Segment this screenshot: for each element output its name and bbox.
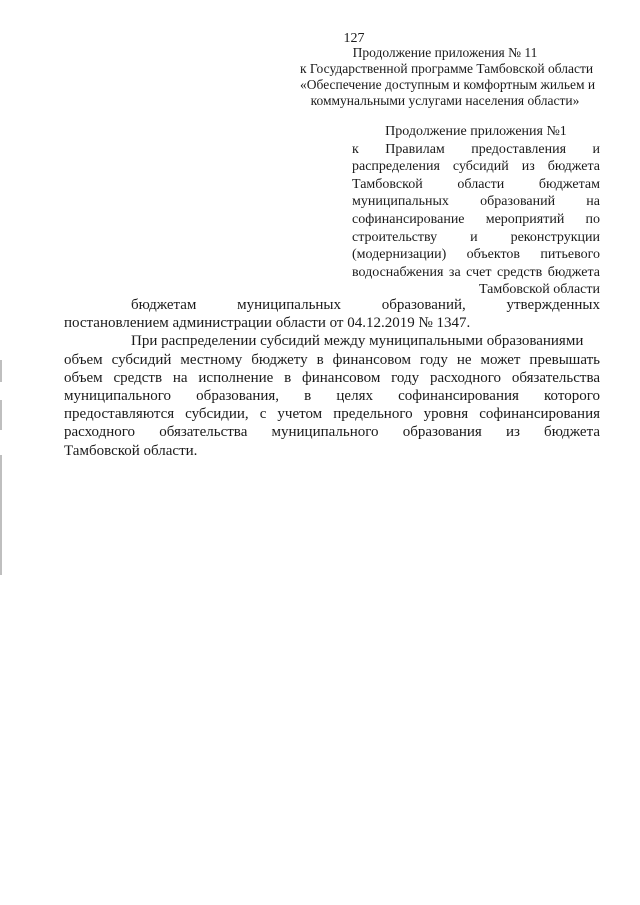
text-line: Тамбовской области. bbox=[64, 442, 198, 459]
annex-line: к Правилам предоставления и bbox=[352, 141, 600, 157]
page-number: 127 bbox=[343, 31, 365, 46]
header-line: коммунальными услугами населения области» bbox=[310, 93, 580, 108]
text-line: объем субсидий местному бюджету в финансовом году не может превышать bbox=[64, 351, 600, 368]
document-body bbox=[64, 296, 600, 460]
header-line: «Обеспечение доступным и комфортным жильем и bbox=[300, 77, 596, 92]
text-line: постановлением администрации области от 04.12.2019 № 1347. bbox=[64, 315, 471, 332]
text-line: муниципального образования, в целях софинансирования которого bbox=[64, 388, 600, 405]
rules-annex-header bbox=[352, 123, 600, 299]
annex-line: распределения субсидий из бюджета bbox=[352, 159, 600, 175]
annex-line: софинансирование мероприятий по bbox=[352, 211, 600, 227]
text-line: При распределении субсидий между муниципальными образованиями bbox=[131, 333, 584, 350]
text-line: предоставляются субсидии, с учетом предельного уровня софинансирования bbox=[64, 406, 600, 423]
text-line: объем средств на исполнение в финансовом году расходного обязательства bbox=[64, 369, 600, 386]
text-line: расходного обязательства муниципального образования из бюджета bbox=[64, 424, 600, 441]
paragraph-distribution bbox=[64, 332, 600, 459]
annex-line: Тамбовской области бюджетам bbox=[352, 176, 600, 192]
annex-line: водоснабжения за счет средств бюджета bbox=[352, 264, 600, 280]
annex-line-last: Тамбовской области bbox=[478, 282, 600, 298]
text-line: бюджетам муниципальных образований, утвержденных bbox=[131, 297, 600, 313]
scan-edge-mark bbox=[0, 360, 2, 382]
program-annex-header bbox=[300, 45, 596, 109]
scan-edge-mark bbox=[0, 400, 2, 430]
header-line: Продолжение приложения № 11 bbox=[352, 45, 538, 60]
annex-title: Продолжение приложения №1 bbox=[385, 124, 567, 139]
annex-line: строительству и реконструкции bbox=[352, 229, 600, 245]
scan-edge-mark bbox=[0, 455, 2, 575]
annex-line: муниципальных образований на bbox=[352, 194, 600, 210]
annex-line: (модернизации) объектов питьевого bbox=[352, 247, 600, 263]
header-line: к Государственной программе Тамбовской области bbox=[300, 61, 594, 76]
paragraph-continuation bbox=[64, 296, 600, 332]
